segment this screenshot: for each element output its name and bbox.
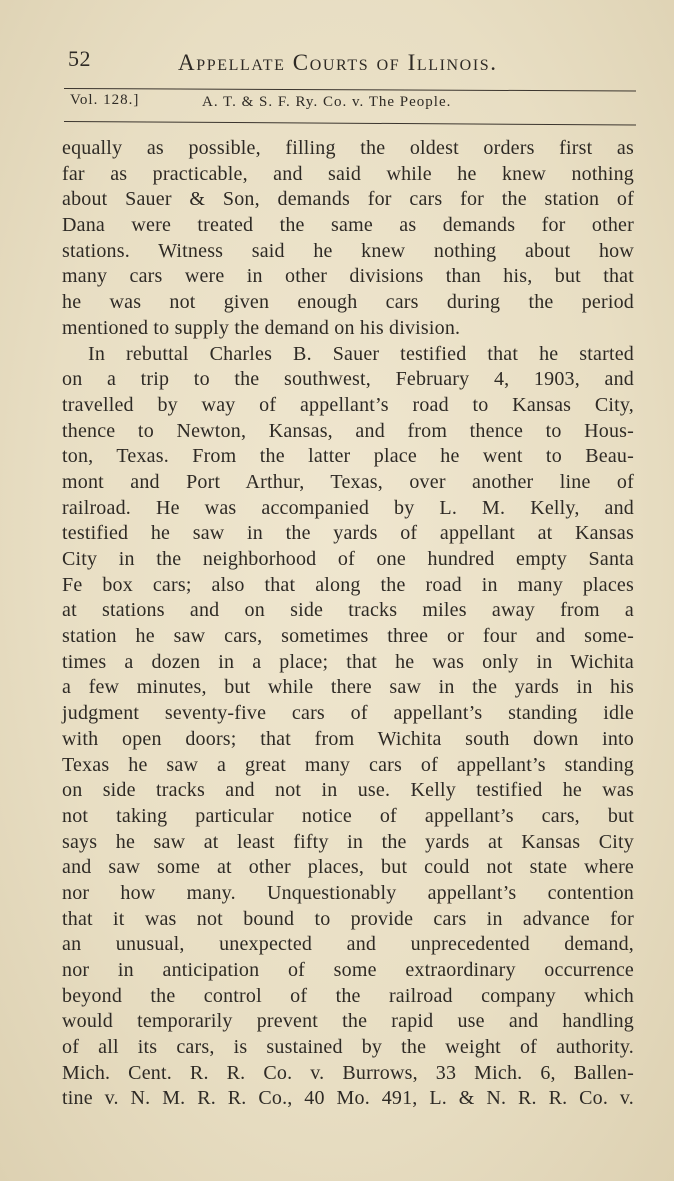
text-line: equally as possible, filling the oldest orders first as — [62, 137, 634, 159]
text-line: at stations and on side tracks miles away from a — [62, 599, 634, 622]
text-line: judgment seventy-five cars of appellant’s standing idle — [62, 702, 634, 725]
page-number: 52 — [68, 46, 91, 71]
text-line: ton, Texas. From the latter place he went to Beau- — [62, 445, 634, 468]
text-line: a few minutes, but while there saw in the yards in his — [62, 676, 634, 699]
text-line: with open doors; that from Wichita south down into — [62, 727, 634, 750]
volume-reference: Vol. 128.] — [70, 92, 140, 108]
text-line: Texas he saw a great many cars of appellant’s standing — [62, 753, 634, 776]
text-line: times a dozen in a place; that he was only in Wichita — [62, 650, 634, 673]
text-line: says he saw at least fifty in the yards at Kansas City — [62, 830, 634, 853]
text-line: would temporarily prevent the rapid use and handling — [62, 1010, 634, 1033]
text-line: mont and Port Arthur, Texas, over another line of — [62, 470, 634, 493]
text-line: Mich. Cent. R. R. Co. v. Burrows, 33 Mich. 6, Ballen- — [62, 1061, 634, 1084]
text-line: mentioned to supply the demand on his division. — [62, 316, 461, 339]
text-line: railroad. He was accompanied by L. M. Kelly, and — [62, 496, 634, 519]
text-line: not taking particular notice of appellant’s cars, but — [62, 804, 634, 827]
text-line: In rebuttal Charles B. Sauer testified that he started — [88, 342, 634, 365]
text-line: he was not given enough cars during the period — [62, 291, 634, 314]
page-header — [64, 44, 544, 84]
text-line: City in the neighborhood of one hundred empty Santa — [62, 548, 634, 570]
text-line: station he saw cars, sometimes three or four and some- — [62, 625, 634, 648]
text-line: testified he saw in the yards of appellant at Kansas — [62, 522, 634, 545]
text-line: on side tracks and not in use. Kelly testified he was — [62, 779, 634, 802]
text-line: Fe box cars; also that along the road in many places — [62, 573, 634, 596]
text-line: far as practicable, and said while he knew nothing — [62, 162, 634, 185]
text-line: nor in anticipation of some extraordinary occurrence — [62, 959, 634, 981]
text-line: nor how many. Unquestionably appellant’s contention — [62, 881, 634, 904]
case-subheader — [70, 90, 630, 116]
text-line: that it was not bound to provide cars in advance for — [62, 907, 634, 930]
subheader-rule — [64, 121, 636, 125]
body-text — [62, 136, 634, 1112]
text-line: about Sauer & Son, demands for cars for the station of — [62, 188, 634, 211]
text-line: of all its cars, is sustained by the weight of authority. — [62, 1036, 634, 1059]
text-line: Dana were treated the same as demands for other — [62, 214, 634, 237]
text-line: on a trip to the southwest, February 4, 1903, and — [62, 368, 634, 391]
case-reference: A. T. & S. F. Ry. Co. v. The People. — [202, 94, 452, 110]
text-line: and saw some at other places, but could not state where — [62, 856, 634, 879]
text-line: an unusual, unexpected and unprecedented demand, — [62, 933, 634, 956]
text-line: stations. Witness said he knew nothing about how — [62, 239, 634, 262]
text-line: many cars were in other divisions than his, but that — [62, 265, 634, 288]
text-line: travelled by way of appellant’s road to Kansas City, — [62, 393, 634, 416]
text-line: tine v. N. M. R. R. Co., 40 Mo. 491, L. & N. R. R. Co. v. — [62, 1087, 634, 1110]
text-line: beyond the control of the railroad company which — [62, 984, 634, 1007]
running-head: Appellate Courts of Illinois. — [178, 50, 498, 75]
text-line: thence to Newton, Kansas, and from thence to Hous- — [62, 419, 634, 442]
